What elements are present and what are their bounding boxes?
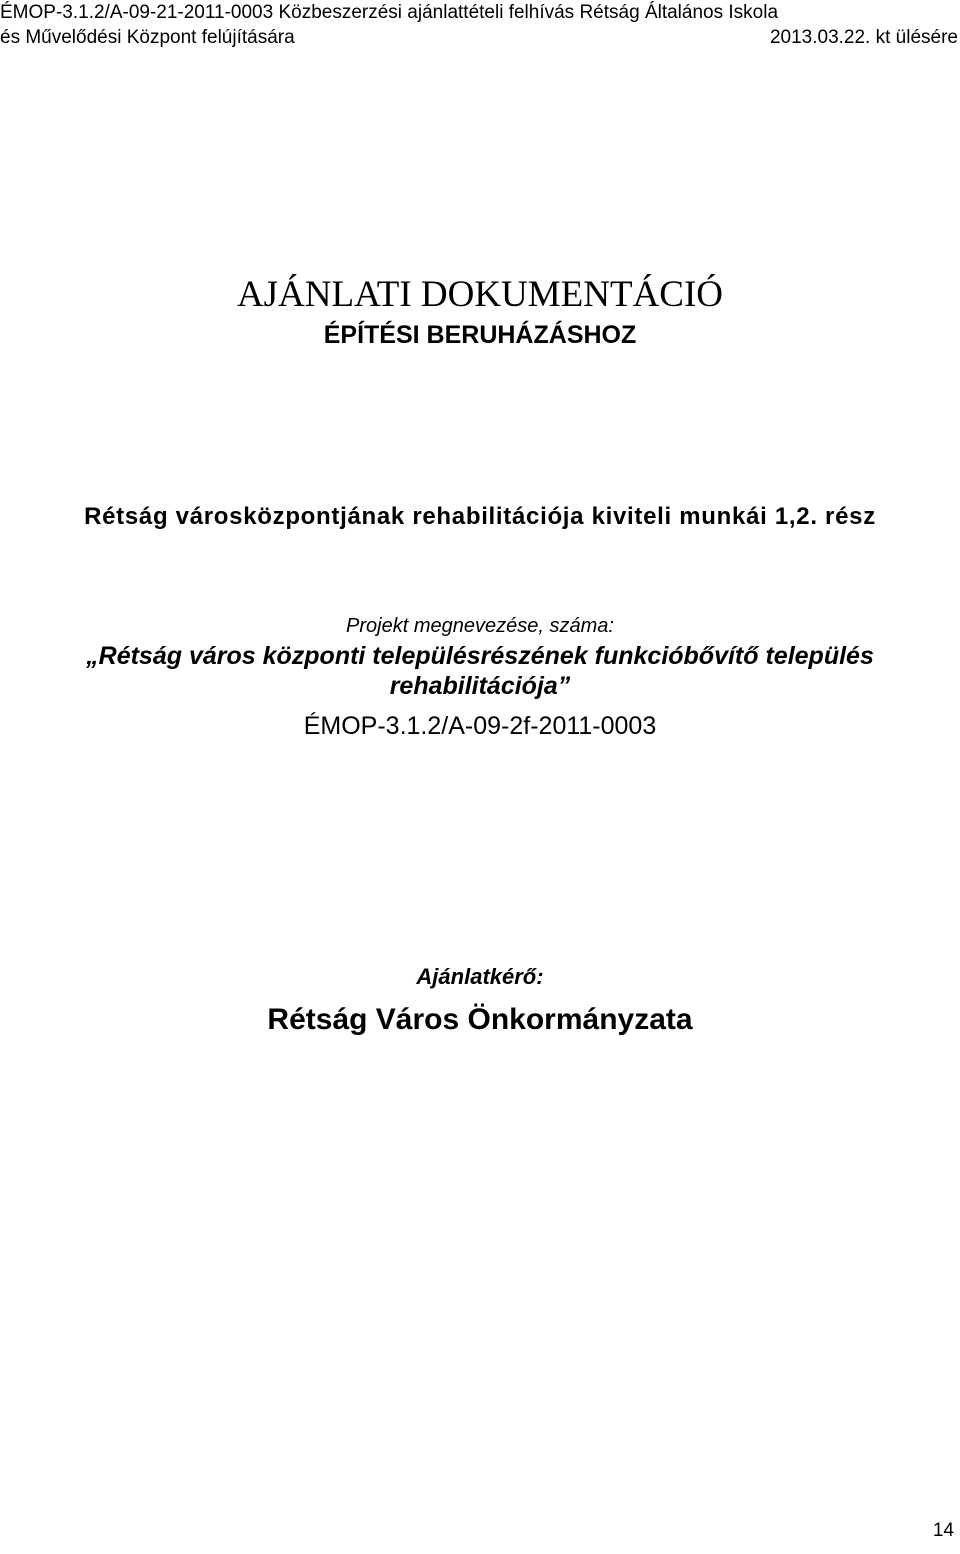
header-meeting-date: 2013.03.22. kt ülésére (769, 27, 958, 48)
project-label: Projekt megnevezése, száma: (346, 615, 614, 637)
page-number: 14 (932, 1520, 954, 1541)
header-line-1 (0, 0, 960, 25)
requester-name: Rétság Város Önkormányzata (267, 1003, 693, 1036)
project-code: ÉMOP-3.1.2/A-09-2f-2011-0003 (303, 712, 657, 740)
project-part-title: Rétság városközpontjának rehabilitációja kiviteli munkái 1,2. rész (84, 503, 876, 530)
project-name: „Rétság város központi településrészének funkcióbővítő település rehabilitációja” (86, 642, 874, 700)
document-subtitle: ÉPÍTÉSI BERUHÁZÁSHOZ (323, 321, 637, 349)
header-text-line-2-left: és Művelődési Központ felújítására (0, 27, 295, 48)
document-title: AJÁNLATI DOKUMENTÁCIÓ (236, 274, 724, 315)
header-line-2 (0, 25, 960, 50)
header-text-line-1: ÉMOP-3.1.2/A-09-21-2011-0003 Közbeszerzési ajánlattételi felhívás Rétság Általános Iskola (0, 2, 779, 23)
requester-label: Ajánlatkérő: (416, 964, 544, 989)
page-header (0, 0, 960, 50)
